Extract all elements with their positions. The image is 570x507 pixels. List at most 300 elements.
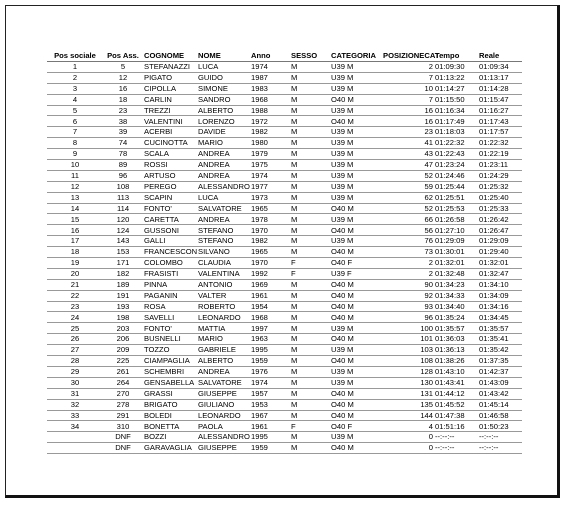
cell-tempo: 01:18:03 [434,127,478,138]
cell-reale: 01:35:42 [478,345,522,356]
cell-pos-ass: 143 [103,236,143,247]
cell-pos-ass: 189 [103,279,143,290]
cell-cognome: CARETTA [143,214,197,225]
cell-categoria: O40 M [330,301,382,312]
cell-cognome: ARTUSO [143,170,197,181]
cell-categoria: U39 M [330,127,382,138]
cell-nome: ROBERTO [197,301,250,312]
cell-sesso: M [290,116,330,127]
cell-nome: MATTIA [197,323,250,334]
cell-pos-sociale: 4 [47,94,103,105]
cell-cognome: PAGANIN [143,290,197,301]
cell-reale: 01:15:47 [478,94,522,105]
table-row [47,72,522,83]
cell-anno: 1995 [250,432,290,443]
cell-posizionecat: 16 [382,105,434,116]
cell-posizionecat: 0 [382,432,434,443]
cell-posizionecat: 0 [382,443,434,454]
cell-sesso: M [290,377,330,388]
cell-reale: 01:34:16 [478,301,522,312]
cell-cognome: ROSA [143,301,197,312]
cell-anno: 1959 [250,443,290,454]
cell-anno: 1980 [250,138,290,149]
cell-anno: 1969 [250,279,290,290]
cell-anno: 1965 [250,247,290,258]
cell-reale: 01:25:33 [478,203,522,214]
cell-categoria: O40 M [330,410,382,421]
cell-anno: 1973 [250,192,290,203]
cell-cognome: CIAMPAGLIA [143,356,197,367]
cell-tempo: 01:43:41 [434,377,478,388]
cell-pos-sociale: 12 [47,181,103,192]
cell-tempo: 01:15:50 [434,94,478,105]
cell-pos-ass: 78 [103,149,143,160]
cell-sesso: M [290,83,330,94]
table-row [47,366,522,377]
cell-nome: STEFANO [197,236,250,247]
cell-nome: CLAUDIA [197,258,250,269]
cell-categoria: U39 M [330,149,382,160]
cell-anno: 1974 [250,170,290,181]
cell-reale: 01:35:57 [478,323,522,334]
cell-tempo: --:--:-- [434,443,478,454]
table-row [47,432,522,443]
cell-sesso: M [290,366,330,377]
cell-sesso: M [290,323,330,334]
cell-cognome: TOZZO [143,345,197,356]
table-row [47,127,522,138]
cell-pos-sociale: 18 [47,247,103,258]
cell-pos-sociale [47,443,103,454]
cell-anno: 1953 [250,399,290,410]
cell-pos-sociale: 6 [47,116,103,127]
cell-pos-sociale: 9 [47,149,103,160]
table-row [47,258,522,269]
table-row [47,116,522,127]
table-row [47,268,522,279]
table-row [47,160,522,171]
cell-posizionecat: 92 [382,290,434,301]
cell-reale: 01:37:35 [478,356,522,367]
cell-reale: 01:32:01 [478,258,522,269]
cell-pos-ass: 96 [103,170,143,181]
cell-anno: 1957 [250,388,290,399]
cell-cognome: PIGATO [143,72,197,83]
cell-cognome: FONTO' [143,323,197,334]
cell-anno: 1974 [250,62,290,73]
cell-categoria: O40 M [330,388,382,399]
cell-cognome: GENSABELLA [143,377,197,388]
cell-pos-sociale: 1 [47,62,103,73]
cell-anno: 1968 [250,312,290,323]
cell-cognome: CUCINOTTA [143,138,197,149]
cell-pos-ass: 310 [103,421,143,432]
cell-cognome: GUSSONI [143,225,197,236]
cell-anno: 1982 [250,236,290,247]
cell-posizionecat: 103 [382,345,434,356]
cell-nome: SILVANO [197,247,250,258]
cell-pos-sociale: 32 [47,399,103,410]
header-sesso: SESSO [290,51,330,62]
header-nome: NOME [197,51,250,62]
cell-nome: GABRIELE [197,345,250,356]
cell-tempo: 01:27:10 [434,225,478,236]
cell-nome: SIMONE [197,83,250,94]
table-row [47,421,522,432]
header-anno: Anno [250,51,290,62]
cell-posizionecat: 108 [382,356,434,367]
cell-categoria: O40 M [330,247,382,258]
cell-sesso: M [290,149,330,160]
cell-sesso: M [290,203,330,214]
cell-anno: 1987 [250,72,290,83]
cell-posizionecat: 43 [382,149,434,160]
cell-pos-sociale: 22 [47,290,103,301]
cell-nome: SANDRO [197,94,250,105]
cell-posizionecat: 76 [382,236,434,247]
header-row [47,51,522,62]
cell-sesso: M [290,334,330,345]
cell-tempo: 01:25:53 [434,203,478,214]
cell-categoria: U39 M [330,236,382,247]
cell-categoria: U39 M [330,138,382,149]
results-body [47,62,522,454]
cell-categoria: U39 M [330,345,382,356]
cell-anno: 1977 [250,181,290,192]
cell-pos-sociale: 13 [47,192,103,203]
cell-anno: 1997 [250,323,290,334]
cell-categoria: O40 M [330,116,382,127]
cell-sesso: M [290,160,330,171]
cell-categoria: U39 M [330,214,382,225]
cell-nome: SALVATORE [197,203,250,214]
cell-categoria: U39 M [330,323,382,334]
cell-pos-ass: 182 [103,268,143,279]
cell-tempo: --:--:-- [434,432,478,443]
cell-tempo: 01:35:24 [434,312,478,323]
cell-pos-ass: 89 [103,160,143,171]
cell-cognome: COLOMBO [143,258,197,269]
cell-posizionecat: 90 [382,279,434,290]
table-row [47,345,522,356]
header-posizionecat: POSIZIONECAT [383,51,440,61]
cell-posizionecat: 2 [382,268,434,279]
cell-pos-sociale: 34 [47,421,103,432]
cell-sesso: M [290,105,330,116]
cell-sesso: F [290,258,330,269]
cell-sesso: M [290,192,330,203]
cell-sesso: M [290,181,330,192]
cell-reale: --:--:-- [478,432,522,443]
cell-anno: 1968 [250,94,290,105]
results-table [47,51,522,454]
cell-pos-ass: 198 [103,312,143,323]
cell-sesso: M [290,388,330,399]
table-row [47,105,522,116]
cell-tempo: 01:36:13 [434,345,478,356]
cell-nome: ALBERTO [197,105,250,116]
cell-tempo: 01:34:23 [434,279,478,290]
cell-tempo: 01:36:03 [434,334,478,345]
cell-pos-ass: DNF [103,443,143,454]
cell-nome: SALVATORE [197,377,250,388]
cell-sesso: F [290,268,330,279]
cell-cognome: ACERBI [143,127,197,138]
cell-tempo: 01:22:32 [434,138,478,149]
cell-reale: 01:14:28 [478,83,522,94]
cell-pos-ass: 120 [103,214,143,225]
cell-sesso: M [290,236,330,247]
cell-pos-sociale: 30 [47,377,103,388]
cell-pos-sociale [47,432,103,443]
cell-tempo: 01:34:33 [434,290,478,301]
cell-tempo: 01:32:01 [434,258,478,269]
cell-posizionecat: 10 [382,83,434,94]
table-row [47,312,522,323]
cell-nome: PAOLA [197,421,250,432]
cell-cognome: BUSNELLI [143,334,197,345]
cell-sesso: M [290,290,330,301]
cell-pos-ass: 5 [103,62,143,73]
cell-posizionecat: 2 [382,258,434,269]
cell-categoria: U39 M [330,160,382,171]
cell-tempo: 01:14:27 [434,83,478,94]
cell-nome: LUCA [197,192,250,203]
cell-pos-sociale: 7 [47,127,103,138]
cell-sesso: M [290,170,330,181]
table-row [47,149,522,160]
table-row [47,94,522,105]
cell-tempo: 01:13:22 [434,72,478,83]
cell-posizionecat: 144 [382,410,434,421]
table-row [47,192,522,203]
cell-cognome: PINNA [143,279,197,290]
cell-nome: GUIDO [197,72,250,83]
cell-cognome: SCALA [143,149,197,160]
cell-pos-sociale: 10 [47,160,103,171]
cell-posizionecat: 59 [382,181,434,192]
table-row [47,323,522,334]
cell-posizionecat: 135 [382,399,434,410]
cell-pos-ass: 108 [103,181,143,192]
cell-tempo: 01:34:40 [434,301,478,312]
cell-nome: ANDREA [197,170,250,181]
cell-reale: 01:43:42 [478,388,522,399]
cell-categoria: O40 M [330,334,382,345]
cell-anno: 1961 [250,421,290,432]
cell-nome: LEONARDO [197,410,250,421]
cell-posizionecat: 7 [382,72,434,83]
cell-tempo: 01:43:10 [434,366,478,377]
cell-reale: 01:42:37 [478,366,522,377]
cell-pos-ass: 261 [103,366,143,377]
cell-tempo: 01:23:24 [434,160,478,171]
cell-pos-sociale: 20 [47,268,103,279]
cell-anno: 1963 [250,334,290,345]
cell-cognome: GARAVAGLIA [143,443,197,454]
cell-anno: 1961 [250,290,290,301]
table-row [47,399,522,410]
table-row [47,388,522,399]
table-row [47,203,522,214]
cell-reale: 01:22:32 [478,138,522,149]
cell-sesso: M [290,432,330,443]
cell-tempo: 01:25:44 [434,181,478,192]
cell-reale: 01:50:23 [478,421,522,432]
cell-anno: 1975 [250,160,290,171]
cell-posizionecat: 2 [382,62,434,73]
cell-anno: 1982 [250,127,290,138]
cell-reale: 01:29:40 [478,247,522,258]
cell-pos-sociale: 25 [47,323,103,334]
cell-nome: ALESSANDRO [198,432,250,442]
cell-categoria: O40 F [330,421,382,432]
cell-posizionecat: 41 [382,138,434,149]
cell-pos-ass: 264 [103,377,143,388]
cell-categoria: O40 M [330,290,382,301]
cell-posizionecat: 4 [382,421,434,432]
cell-pos-ass: 18 [103,94,143,105]
cell-anno: 1974 [250,377,290,388]
cell-categoria: U39 M [330,105,382,116]
cell-pos-sociale: 8 [47,138,103,149]
cell-pos-sociale: 24 [47,312,103,323]
cell-pos-sociale: 31 [47,388,103,399]
cell-cognome: CIPOLLA [143,83,197,94]
cell-nome: ANDREA [197,366,250,377]
cell-nome: ALESSANDRO [198,181,250,191]
cell-posizionecat: 93 [382,301,434,312]
cell-pos-sociale: 28 [47,356,103,367]
cell-tempo: 01:38:26 [434,356,478,367]
cell-tempo: 01:16:34 [434,105,478,116]
cell-reale: 01:25:40 [478,192,522,203]
cell-pos-sociale: 33 [47,410,103,421]
cell-pos-sociale: 3 [47,83,103,94]
cell-posizionecat: 128 [382,366,434,377]
cell-cognome: BOLEDI [143,410,197,421]
table-row [47,225,522,236]
cell-sesso: M [290,214,330,225]
cell-sesso: M [290,356,330,367]
cell-sesso: M [290,138,330,149]
cell-nome: GIUSEPPE [197,443,250,454]
cell-cognome: FRASISTI [143,268,197,279]
cell-categoria: U39 M [330,83,382,94]
cell-pos-ass: 124 [103,225,143,236]
cell-sesso: M [290,247,330,258]
cell-tempo: 01:17:49 [434,116,478,127]
table-row [47,279,522,290]
cell-pos-ass: 203 [103,323,143,334]
cell-sesso: M [290,225,330,236]
cell-pos-sociale: 11 [47,170,103,181]
cell-categoria: O40 M [330,279,382,290]
cell-sesso: M [290,94,330,105]
cell-tempo: 01:25:51 [434,192,478,203]
cell-pos-sociale: 2 [47,72,103,83]
cell-nome: ANTONIO [197,279,250,290]
cell-posizionecat: 101 [382,334,434,345]
cell-pos-ass: 225 [103,356,143,367]
cell-categoria: U39 M [330,432,382,443]
cell-pos-ass: 153 [103,247,143,258]
cell-sesso: M [290,399,330,410]
cell-posizionecat: 56 [382,225,434,236]
header-tempo: Tempo [434,51,478,62]
cell-pos-ass: 16 [103,83,143,94]
cell-pos-ass: 209 [103,345,143,356]
cell-pos-sociale: 17 [47,236,103,247]
cell-nome: STEFANO [197,225,250,236]
cell-reale: 01:24:29 [478,170,522,181]
cell-reale: 01:32:47 [478,268,522,279]
cell-tempo: 01:22:43 [434,149,478,160]
cell-pos-ass: 278 [103,399,143,410]
cell-tempo: 01:24:46 [434,170,478,181]
cell-categoria: U39 M [330,170,382,181]
cell-tempo: 01:09:30 [434,62,478,73]
header-cognome: COGNOME [143,51,197,62]
cell-pos-ass: 191 [103,290,143,301]
cell-nome: MARIO [197,334,250,345]
cell-sesso: M [290,62,330,73]
cell-cognome: SCHEMBRI [143,366,197,377]
cell-cognome: GRASSI [143,388,197,399]
cell-pos-ass: 39 [103,127,143,138]
cell-posizionecat: 16 [382,116,434,127]
cell-pos-ass: 171 [103,258,143,269]
cell-reale: 01:26:47 [478,225,522,236]
cell-anno: 1965 [250,203,290,214]
cell-pos-sociale: 23 [47,301,103,312]
table-row [47,236,522,247]
cell-cognome: BONETTA [143,421,197,432]
cell-nome: ALBERTO [197,356,250,367]
cell-tempo: 01:44:12 [434,388,478,399]
cell-posizionecat: 130 [382,377,434,388]
cell-sesso: M [290,127,330,138]
cell-nome: ANDREA [197,214,250,225]
cell-categoria: O40 M [330,203,382,214]
cell-categoria: O40 M [330,399,382,410]
cell-categoria: O40 M [330,443,382,454]
table-row [47,290,522,301]
cell-pos-ass: 23 [103,105,143,116]
cell-tempo: 01:45:52 [434,399,478,410]
cell-nome: LUCA [197,62,250,73]
cell-posizionecat: 73 [382,247,434,258]
cell-cognome: SCAPIN [143,192,197,203]
cell-pos-sociale: 16 [47,225,103,236]
cell-tempo: 01:32:48 [434,268,478,279]
cell-reale: --:--:-- [478,443,522,454]
cell-sesso: M [290,279,330,290]
table-row [47,356,522,367]
cell-cognome: ROSSI [143,160,197,171]
cell-sesso: M [290,443,330,454]
cell-nome: ANDREA [197,160,250,171]
table-row [47,301,522,312]
cell-anno: 1967 [250,410,290,421]
table-row [47,170,522,181]
cell-categoria: O40 M [330,94,382,105]
table-row [47,247,522,258]
cell-anno: 1979 [250,149,290,160]
cell-posizionecat: 52 [382,170,434,181]
table-row [47,410,522,421]
table-row [47,181,522,192]
